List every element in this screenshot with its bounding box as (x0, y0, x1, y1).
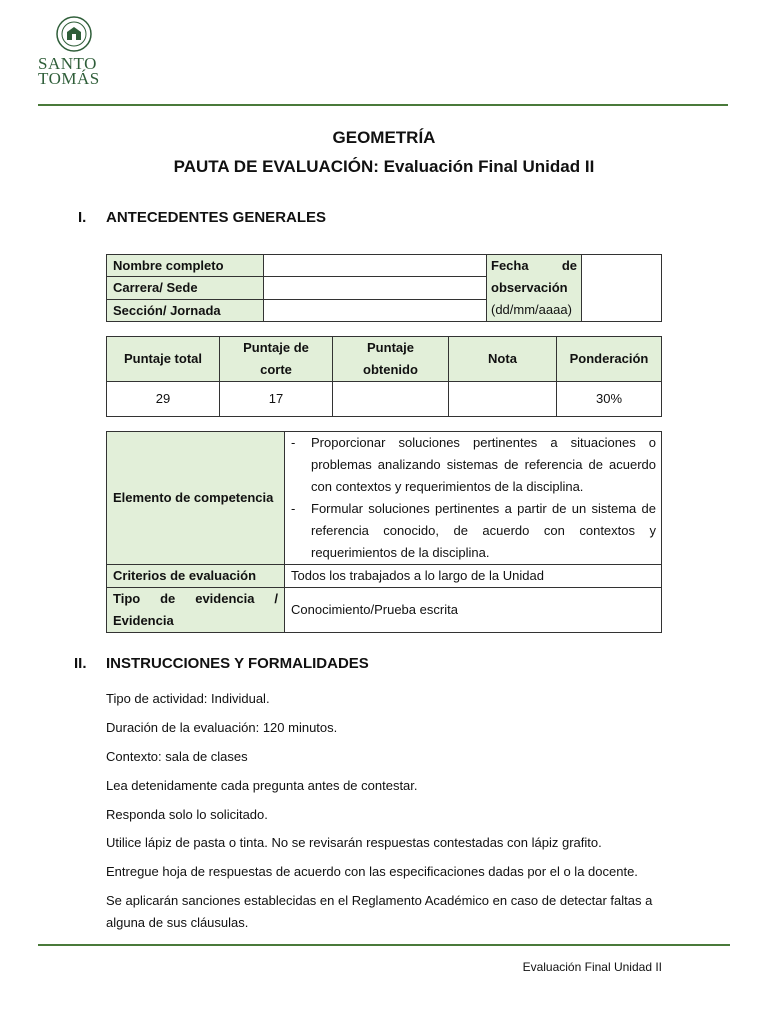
input-nombre[interactable] (264, 255, 487, 277)
competencia-item: - Proporcionar soluciones pertinentes a situaciones o problemas analizando sistemas de referencia de acuerdo con contextos y requerimientos de la disciplina. (289, 432, 656, 498)
value-tipo-evidencia: Conocimiento/Prueba escrita (285, 588, 662, 633)
label-fecha: Fecha de observación (dd/mm/aaaa) (487, 255, 582, 322)
document-title: GEOMETRÍA (332, 128, 436, 147)
label-tipo-evidencia: Tipo de evidencia / Evidencia (107, 588, 285, 633)
value-puntaje-corte: 17 (220, 382, 333, 417)
header-nota: Nota (449, 337, 557, 382)
value-criterios: Todos los trabajados a lo largo de la Unidad (285, 565, 662, 588)
instruction-item: Duración de la evaluación: 120 minutos. (106, 720, 338, 735)
brand-name: SANTO TOMÁS (38, 54, 100, 88)
footer-text: Evaluación Final Unidad II (522, 960, 662, 974)
instruction-item: Se aplicarán sanciones establecidas en el Reglamento Académico en caso de detectar faltas a alguna de sus cláusulas. (106, 893, 653, 930)
instruction-item: Contexto: sala de clases (106, 749, 248, 764)
input-fecha[interactable] (582, 255, 662, 322)
document-subtitle: PAUTA DE EVALUACIÓN: Evaluación Final Unidad II (173, 157, 595, 176)
label-criterios: Criterios de evaluación (107, 565, 285, 588)
competencia-list (285, 432, 662, 565)
value-ponderacion: 30% (557, 382, 662, 417)
input-carrera[interactable] (264, 277, 487, 299)
value-puntaje-obtenido[interactable] (333, 382, 449, 417)
competencia-item: - Formular soluciones pertinentes a partir de un sistema de referencia conocido, de acuerdo con contextos y requerimientos de la disciplina. (289, 498, 656, 564)
label-nombre: Nombre completo (107, 255, 264, 277)
header-rule (38, 104, 728, 106)
instruction-item: Entregue hoja de respuestas de acuerdo con las especificaciones dadas por el o la docente. (106, 864, 638, 879)
header-ponderacion: Ponderación (557, 337, 662, 382)
student-info-table (106, 254, 662, 322)
header-puntaje-corte: Puntaje de corte (220, 337, 333, 382)
label-seccion: Sección/ Jornada (107, 299, 264, 321)
header-puntaje-total: Puntaje total (107, 337, 220, 382)
instruction-item: Utilice lápiz de pasta o tinta. No se revisarán respuestas contestadas con lápiz grafito. (106, 835, 602, 850)
value-puntaje-total: 29 (107, 382, 220, 417)
label-carrera: Carrera/ Sede (107, 277, 264, 299)
santo-tomas-logo (38, 16, 110, 86)
header-puntaje-obtenido: Puntaje obtenido (333, 337, 449, 382)
instruction-item: Lea detenidamente cada pregunta antes de contestar. (106, 778, 418, 793)
university-seal-icon (56, 16, 92, 52)
value-nota[interactable] (449, 382, 557, 417)
score-table (106, 336, 662, 417)
input-seccion[interactable] (264, 299, 487, 321)
instruction-item: Responda solo lo solicitado. (106, 807, 268, 822)
instruction-item: Tipo de actividad: Individual. (106, 691, 270, 706)
footer-rule (38, 944, 730, 946)
competency-table (106, 431, 662, 633)
label-competencia: Elemento de competencia (107, 432, 285, 565)
